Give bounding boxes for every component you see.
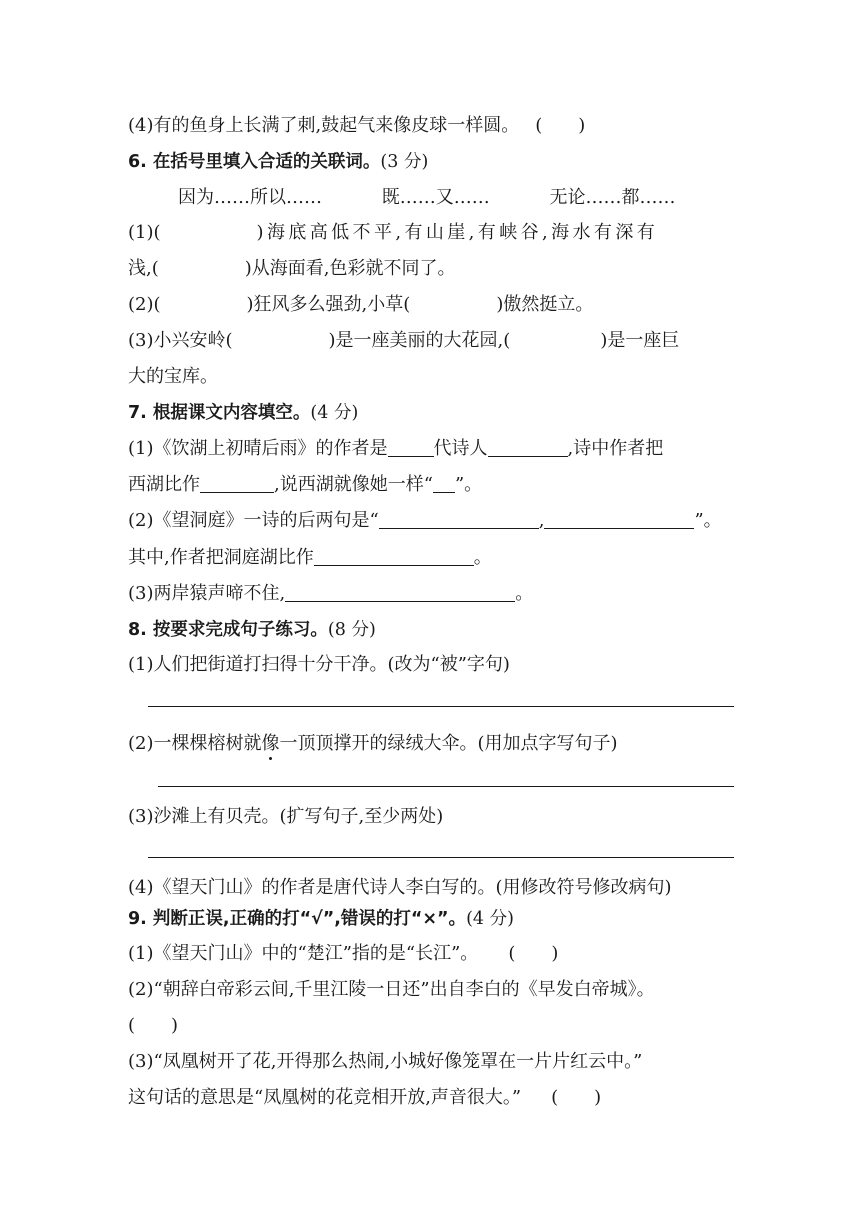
- q6-item-2-part: (2)(: [128, 294, 161, 315]
- q7-heading: [128, 400, 358, 426]
- q7-item-2-part: (2)《望洞庭》一诗的后两句是“: [128, 510, 379, 531]
- q6-item-3-part: )是一座巨: [600, 330, 680, 351]
- q8-title: 8. 按要求完成句子练习。: [128, 620, 328, 640]
- q6-item-3-part: 大的宝库。: [128, 366, 218, 387]
- q7-item-2: [128, 508, 722, 534]
- q5-item-4: [128, 113, 585, 139]
- q7-item-3-part: 。: [515, 583, 534, 604]
- q7-item-1-part: 西湖比作: [128, 474, 200, 495]
- q6-item-3-part: (3)小兴安岭(: [128, 330, 233, 351]
- q6-item-1-part: 浅,(: [128, 258, 159, 279]
- q7-item-1-part: (1)《饮湖上初晴后雨》的作者是: [128, 438, 388, 459]
- q8-item-3: [128, 804, 443, 830]
- answer-paren[interactable]: ( ): [508, 943, 559, 964]
- q9-item-1-text: (1)《望天门山》中的“楚江”指的是“长江”。: [128, 943, 479, 964]
- q9-item-2-text: (2)“朝辞白帝彩云间,千里江陵一日还”出自李白的《早发白帝城》。: [128, 979, 655, 1000]
- q7-item-2-cont: [128, 545, 492, 571]
- q7-item-1-blank-4[interactable]: [433, 474, 455, 493]
- q7-item-1-part: 代诗人: [433, 438, 488, 459]
- q6-option-1: 因为……所以……: [178, 187, 322, 208]
- answer-paren[interactable]: ( ): [128, 1015, 179, 1036]
- q7-item-1: [128, 436, 663, 462]
- q7-item-2-blank-3[interactable]: [314, 547, 474, 566]
- q6-item-3-cont: [128, 364, 218, 390]
- q8-item-2-part: (2)一棵棵榕树就: [128, 733, 262, 754]
- q9-item-3-text: 这句话的意思是“凤凰树的花竞相开放,声音很大。”: [128, 1087, 522, 1108]
- q8-item-4: [128, 875, 672, 901]
- q7-item-1-cont: [128, 472, 482, 498]
- q8-item-2-answer-line[interactable]: [158, 786, 734, 787]
- q6-option-2: 既……又……: [381, 187, 490, 208]
- q9-points: (4 分): [466, 909, 514, 929]
- q6-option-3: 无论……都……: [549, 187, 676, 208]
- answer-paren[interactable]: ( ): [535, 115, 586, 136]
- q7-item-2-blank-2[interactable]: [544, 510, 694, 529]
- q8-heading: [128, 617, 376, 643]
- q8-item-2-part: 一顶顶撑开的绿绒大伞。(用加点字写句子): [279, 733, 618, 754]
- q6-item-2-part: )狂风多么强劲,小草(: [246, 294, 411, 315]
- q6-item-1: [128, 220, 658, 246]
- q8-item-3-text: (3)沙滩上有贝壳。(扩写句子,至少两处): [128, 806, 444, 827]
- q8-item-2: [128, 731, 618, 757]
- q9-item-1: [128, 941, 558, 967]
- q8-item-4-text: (4)《望天门山》的作者是唐代诗人李白写的。(用修改符号修改病句): [128, 877, 672, 898]
- q8-item-3-answer-line[interactable]: [148, 857, 734, 858]
- q7-item-3: [128, 581, 533, 607]
- q6-item-1-cont: [128, 256, 456, 282]
- q7-item-1-blank-3[interactable]: [200, 474, 274, 493]
- q7-title: 7. 根据课文内容填空。: [128, 403, 311, 423]
- q9-item-3: [128, 1049, 642, 1075]
- q9-heading: [128, 906, 514, 932]
- q6-item-1-part: )从海面看,色彩就不同了。: [244, 258, 456, 279]
- answer-paren[interactable]: ( ): [551, 1087, 602, 1108]
- q7-item-2-part: 。: [473, 547, 492, 568]
- q7-item-1-blank-2[interactable]: [488, 438, 568, 457]
- q6-item-1-part: )海底高低不平,有山崖,有峡谷,海水有深有: [256, 222, 659, 243]
- q9-item-2: [128, 977, 655, 1003]
- q7-item-2-part: ,: [538, 510, 545, 531]
- q9-item-2-cont: [128, 1013, 178, 1039]
- q7-item-2-blank-1[interactable]: [379, 510, 539, 529]
- q7-item-1-part: ,说西湖就像她一样“: [274, 474, 433, 495]
- q6-item-2-part: )傲然挺立。: [496, 294, 594, 315]
- q8-item-1-text: (1)人们把街道打扫得十分干净。(改为“被”字句): [128, 654, 510, 675]
- q8-item-1: [128, 652, 510, 678]
- q7-item-3-blank[interactable]: [285, 583, 515, 602]
- q6-options: [178, 185, 675, 211]
- q8-item-2-dotted-char: 像: [261, 733, 280, 754]
- q8-points: (8 分): [327, 620, 376, 640]
- q9-title: 9. 判断正误,正确的打“√”,错误的打“×”。: [128, 909, 467, 929]
- q7-item-1-blank-1[interactable]: [388, 438, 434, 457]
- q7-item-1-part: ”。: [454, 474, 483, 495]
- q9-item-3-text: (3)“凤凰树开了花,开得那么热闹,小城好像笼罩在一片片红云中。”: [128, 1051, 643, 1072]
- q7-item-3-part: (3)两岸猿声啼不住,: [128, 583, 286, 604]
- q9-item-3-cont: [128, 1085, 601, 1111]
- q6-item-1-part: (1)(: [128, 222, 161, 243]
- q8-item-1-answer-line[interactable]: [148, 706, 734, 707]
- q6-title: 6. 在括号里填入合适的关联词。: [128, 152, 381, 172]
- q7-item-2-part: 其中,作者把洞庭湖比作: [128, 547, 314, 568]
- q7-item-1-part: ,诗中作者把: [567, 438, 664, 459]
- q7-points: (4 分): [310, 403, 359, 423]
- q6-points: (3 分): [380, 152, 429, 172]
- q5-item-4-text: (4)有的鱼身上长满了刺,鼓起气来像皮球一样圆。: [128, 115, 520, 136]
- q6-item-2: [128, 292, 593, 318]
- q7-item-2-part: ”。: [694, 510, 722, 531]
- q6-item-3-part: )是一座美丽的大花园,(: [328, 330, 511, 351]
- q6-heading: [128, 149, 428, 175]
- q6-item-3: [128, 328, 679, 354]
